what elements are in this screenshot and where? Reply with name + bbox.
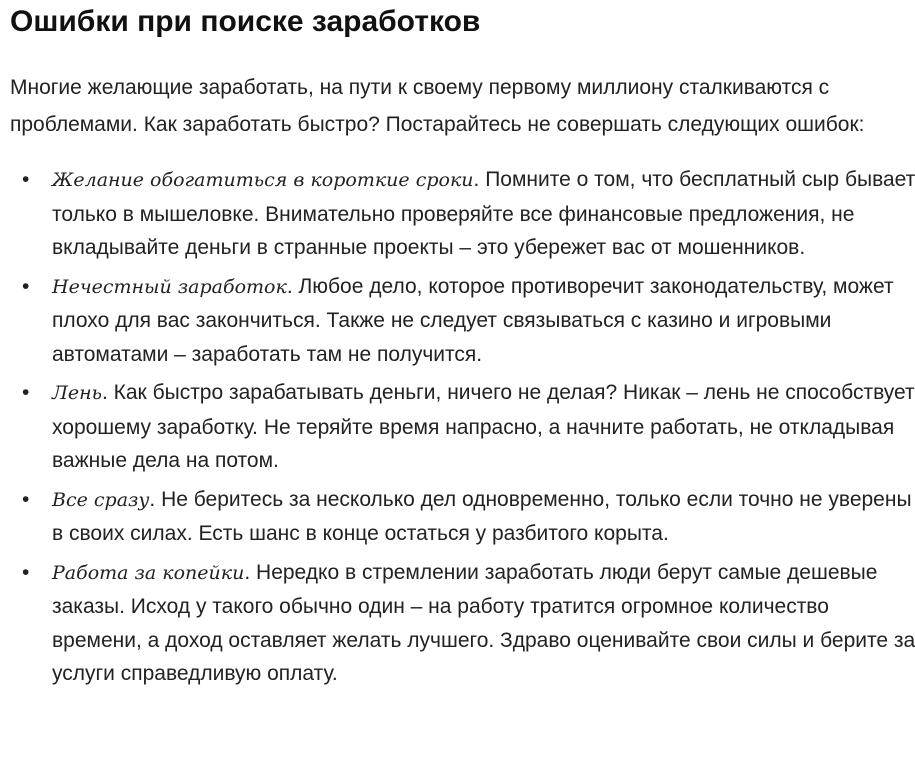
bullet-icon: • [22,274,30,298]
item-text: . Нередко в стремлении заработать люди берут самые дешевые заказы. Исход у такого обычно один – на работу тратится огромное количество времени, а доход оставляет желать лучшего. Здраво оценивайте свои силы и берите за услуги справедливую оплату. [52,560,915,685]
item-text: . Помните о том, что бесплатный сыр бывает только в мышеловке. Внимательно проверяйте все финансовые предложения, не вкладывайте деньги в странные проекты – это убережет вас от мошенников. [52,168,915,259]
list-item [22,163,915,265]
item-term: Нечестный заработок [52,275,287,298]
bullet-icon: • [22,560,30,584]
list-item [22,376,915,478]
list-item [22,270,915,372]
item-term: Лень [52,382,102,404]
item-term: Работа за копейки [52,561,245,584]
item-text: . Любое дело, которое противоречит законодательству, может плохо для вас закончиться. Также не следует связываться с казино и игровыми автоматами – заработать там не получится. [52,274,894,366]
bullet-icon: • [22,168,30,191]
item-text: . Как быстро зарабатывать деньги, ничего не делая? Никак – лень не способствует хорошему заработку. Не теряйте время напрасно, а начните работать, не откладывая важные дела на потом. [52,381,915,472]
article-title: Ошибки при поиске заработков [10,5,481,38]
item-term: Все сразу [52,488,150,511]
item-term: Желание обогатиться в короткие сроки [52,169,474,191]
item-text: . Не беритесь за несколько дел одновременно, только если точно не уверены в своих силах. Есть шанс в конце остаться у разбитого корыта. [52,487,912,545]
bullet-icon: • [22,487,30,511]
list-item [22,483,915,551]
list-item [22,556,915,691]
errors-list [10,163,915,691]
bullet-icon: • [22,381,30,404]
article-intro: Многие желающие заработать, на пути к своему первому миллиону сталкиваются с проблемами. Как заработать быстро? Постарайтесь не совершать следующих ошибок: [10,76,865,136]
